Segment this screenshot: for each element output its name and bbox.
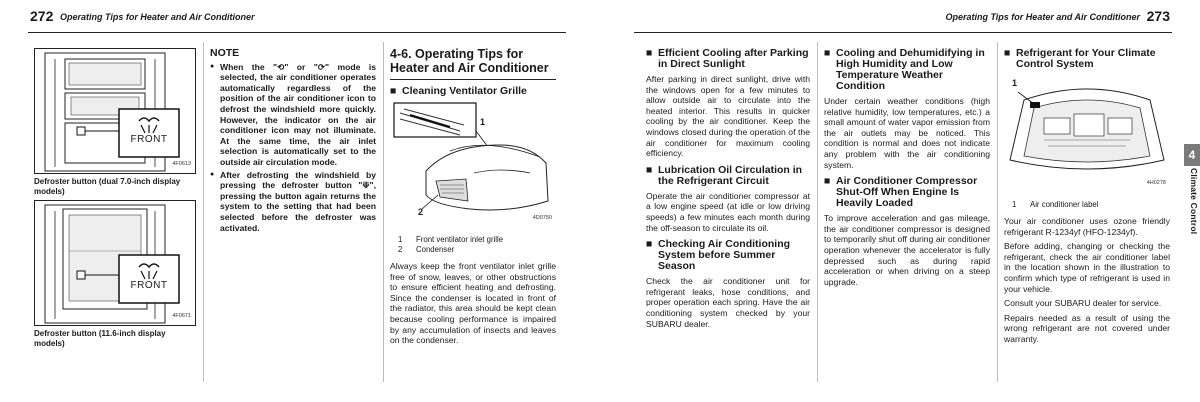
legend-item [398,235,556,245]
section-heading [646,239,810,272]
section-heading [646,48,810,70]
column-divider [383,42,384,382]
left-running-head: Operating Tips for Heater and Air Conditioner [60,12,255,22]
engine-bay-illustration [1004,74,1170,192]
section-rule [390,79,556,80]
section-heading [824,48,990,92]
figure-code: 4D0750 [532,215,552,222]
figure-code: 4F0671 [172,313,191,320]
figure-code: 4F0613 [172,161,191,168]
section-heading-text: Checking Air Conditioning System before Summer Season [658,238,791,273]
callout-1: 1 [480,117,486,127]
body-paragraph: Always keep the front ventilator inlet grille free of snow, leaves, or other obstructions to ensure efficient heating and defrosting. Since the condenser is located in front of the radiator, this area should be kept clean because cooling performance is impaired by any accumulation of insects and leaves on the condenser. [390,261,556,346]
note-item: ● After defrosting the windshield by pressing the defroster button "⟱", pressing the button again returns the system to the setting that had been selected before the defroster was activated. [220,170,376,234]
engine-bay-figure [1004,74,1170,192]
figure-code: 4H0278 [1146,180,1166,187]
square-bullet-icon: ■ [824,175,831,188]
legend-item [398,245,556,255]
section-heading [1004,48,1170,70]
right-page [606,0,1200,402]
square-bullet-icon: ■ [646,163,653,176]
right-column-1 [646,48,810,333]
square-bullet-icon: ■ [1004,47,1011,59]
column-divider [203,42,204,382]
note-item: ● When the "⟲" or "⟳" mode is selected, the air conditioner operates automatically regardless of the position of the air conditioner icon to defrost the windshield more quickly. However, the indicator on the air conditioner icon may not illuminate. At the same time, the air inlet selection is automatically set to the outside air circulation mode. [220,62,376,168]
legend-text: Condenser [416,245,455,254]
figure1-caption: Defroster button (dual 7.0-inch display models) [34,177,181,196]
square-bullet-icon: ■ [646,238,653,251]
chapter-tab: 4 [1184,144,1200,166]
defroster-figure-7inch [34,48,196,174]
front-badge-label: FRONT [130,134,168,145]
section-heading-text: Air Conditioner Compressor Shut-Off When Engine Is Heavily Loaded [836,175,978,210]
right-running-head: Operating Tips for Heater and Air Conditioner [945,12,1140,22]
car-front-illustration [390,101,556,227]
body-paragraph: After parking in direct sunlight, drive with the windows open for a few minutes to allow outside air to circulate into the heated interior. This results in quicker cooling by the air conditioner. Keep the windows closed during the operation of the air conditioner for maximum cooling efficiency. [646,74,810,159]
defroster-figure-11inch [34,200,196,326]
subsection-title [390,86,556,97]
figure2-caption: Defroster button (11.6-inch display models) [34,329,166,348]
body-paragraph: Consult your SUBARU dealer for service. [1004,298,1162,309]
figure-legend [1012,200,1170,210]
legend-number: 2 [398,245,403,254]
legend-text: Front ventilator inlet grille [416,235,504,244]
body-paragraph: Operate the air conditioner compressor at a low engine speed (at idle or low driving speeds) a few minutes each month during the off-season to circulate its oil. [646,190,810,233]
left-page [0,0,594,402]
left-page-number: 272 [30,8,54,24]
square-bullet-icon: ■ [390,85,397,97]
section-heading-text: Cooling and Dehumidifying in High Humidity and Low Temperature Weather Condition [836,47,985,92]
square-bullet-icon: ■ [646,47,653,59]
section-column [390,48,556,350]
note-box [210,48,376,235]
callout-2: 2 [418,207,424,217]
right-column-2 [824,48,990,291]
body-paragraph: Repairs needed as a result of using the wrong refrigerant are not covered under warranty. [1004,312,1170,344]
body-paragraph: Under certain weather conditions (high relative humidity, low temperatures, etc.) a small amount of water vapor emission from the air outlets may be noticed. This condition is normal and does not indicate any problem with the air conditioning system. [824,96,990,170]
note-title: NOTE [210,47,240,59]
left-figure-column [34,48,196,348]
body-paragraph: To improve acceleration and gas mileage, the air conditioner compressor is designed to temporarily shut off during air conditioner operation whenever the accelerator is fully depressed such as during rapid acceleration or when driving on a steep upgrade. [824,213,990,287]
square-bullet-icon: ■ [824,47,831,59]
subsection-title-text: Cleaning Ventilator Grille [402,85,527,97]
section-heading [646,165,810,187]
dashboard-illustration [35,49,196,173]
legend-number: 1 [1012,200,1017,209]
body-paragraph: Check the air conditioner unit for refrigerant leaks, hose conditions, and proper operation each spring. Have the air conditioning system checked by your SUBARU dealer. [646,276,810,329]
note-list [210,62,376,234]
section-heading-text: Efficient Cooling after Parking in Direct Sunlight [658,47,809,70]
section-heading-text: Refrigerant for Your Climate Control System [1016,47,1156,70]
legend-number: 1 [398,235,403,244]
front-badge-label: FRONT [130,280,168,291]
section-title: 4-6. Operating Tips for Heater and Air Conditioner [390,47,549,75]
figure-legend [398,235,556,255]
legend-text: Air conditioner label [1030,200,1099,209]
column-divider [997,42,998,382]
chapter-side-label: Climate Control [1189,168,1199,235]
column-divider [817,42,818,382]
body-paragraph: Your air conditioner uses ozone friendly refrigerant R-1234yf (HFO-1234yf). [1004,216,1170,237]
callout-1: 1 [1012,78,1018,88]
section-heading-text: Lubrication Oil Circulation in the Refrigerant Circuit [658,163,803,187]
ventilator-figure [390,101,556,227]
section-heading [824,176,990,209]
dashboard-illustration [35,201,196,325]
body-paragraph: Before adding, changing or checking the refrigerant, check the air conditioner label in the location shown in the illustration to confirm which type of refrigerant is used in your vehicle. [1004,241,1170,294]
right-column-3 [1004,48,1170,349]
legend-item [1012,200,1170,210]
right-page-number: 273 [1146,8,1170,24]
